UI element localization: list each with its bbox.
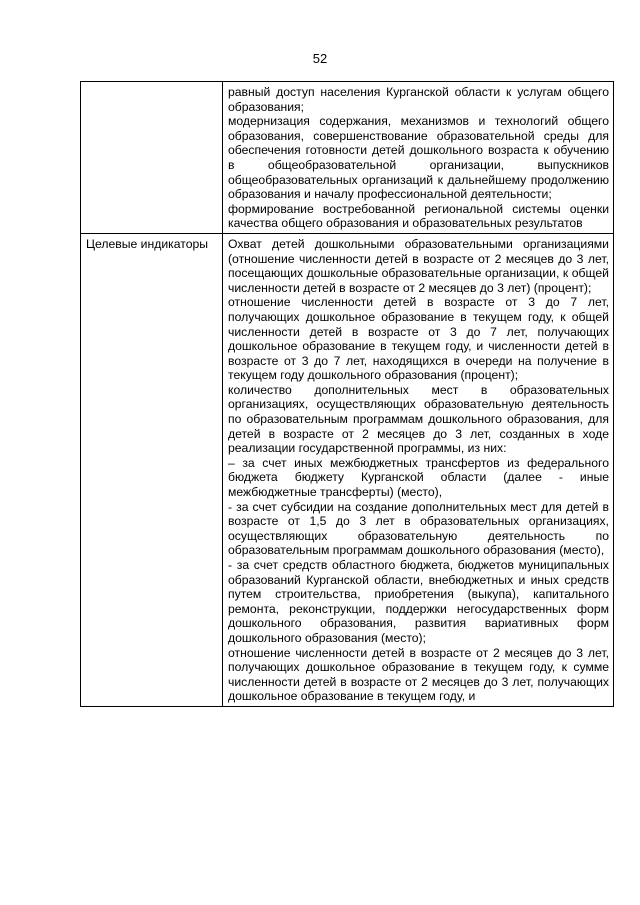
paragraph: – за счет иных межбюджетных трансфертов из федерального бюджета бюджету Курганской области (далее - иные межбюджетные трансферты) (место), (228, 455, 609, 500)
row-content-cell (223, 233, 614, 706)
page-number: 52 (312, 51, 328, 66)
paragraph: равный доступ населения Курганской области к услугам общего образования; (228, 85, 609, 114)
row-label-cell: Целевые индикаторы (81, 233, 223, 706)
program-passport-table (80, 81, 614, 707)
paragraph: Охват детей дошкольными образовательными организациями (отношение численности детей в возрасте от 2 месяцев до 3 лет, посещающих дошкольные образовательные организации, к общей численности детей в возрасте от 2 месяцев до 3 лет) (процент); (228, 236, 609, 295)
paragraph: формирование востребованной региональной системы оценки качества общего образования и образовательных результатов (228, 201, 609, 231)
paragraph: модернизация содержания, механизмов и технологий общего образования, совершенствование образовательной среды для обеспечения готовности детей дошкольного возраста к обучению в общеобразовательной организации, выпускников общеобразовательных организаций к дальнейшему продолжению образования и началу профессиональной деятельности; (228, 114, 609, 202)
paragraph: отношение численности детей в возрасте от 2 месяцев до 3 лет, получающих дошкольное образование в текущем году, к сумме численности детей в возрасте от 2 месяцев до 3 лет, получающих дошкольное образование в текущем году, и (228, 645, 609, 704)
paragraph: - за счет средств областного бюджета, бюджетов муниципальных образований Курганской области, внебюджетных и иных средств путем строительства, приобретения (выкупа), капитального ремонта, реконструкции, поддержки негосударственных форм дошкольного образования, развития вариативных форм дошкольного образования (место); (228, 558, 609, 645)
row-content-cell (223, 82, 614, 234)
table-row (81, 233, 614, 706)
paragraph: - за счет субсидии на создание дополнительных мест для детей в возрасте от 1,5 до 3 лет в образовательных организациях, осуществляющих образовательную деятельность по образовательным программам дошкольного образования (место), (228, 499, 609, 558)
table-row (81, 82, 614, 234)
row-label-cell (81, 82, 223, 234)
paragraph: количество дополнительных мест в образовательных организациях, осуществляющих образовательную деятельность по образовательным программам дошкольного образования, для детей в возрасте от 2 месяцев до 3 лет, созданных в ходе реализации государственной программы, из них: (228, 382, 609, 456)
paragraph: отношение численности детей в возрасте от 3 до 7 лет, получающих дошкольное образование в текущем году, к общей численности детей в возрасте от 3 до 7 лет, получающих дошкольное образование в текущем году, и численности детей в возрасте от 3 до 7 лет, находящихся в очереди на получение в текущем году дошкольного образования (процент); (228, 295, 609, 383)
